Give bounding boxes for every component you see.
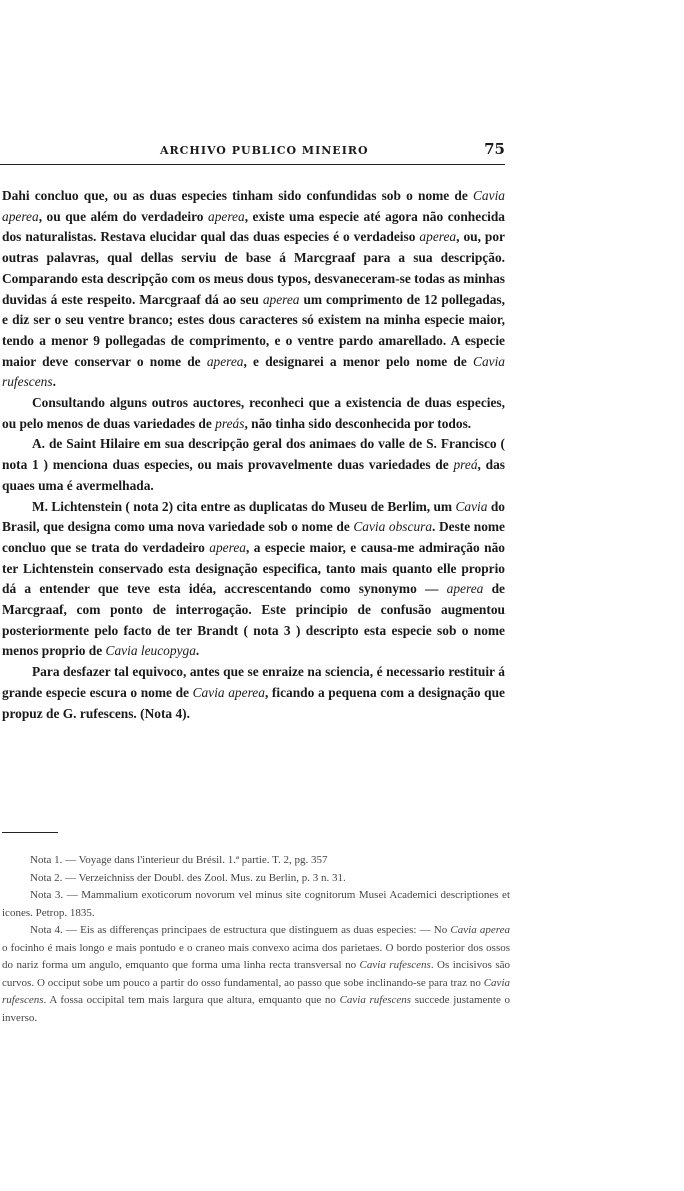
text-run: o focinho é mais longo e mais pontudo e o craneo mais convexo acima dos parietaes. O bordo posterior dos ossos do nariz forma um angulo, emquanto que forma uma linha recta transversal no (2, 941, 510, 971)
italic-term: Cavia (455, 498, 488, 514)
text-run: Para desfazer tal equivoco, antes que se enraize na sciencia, é necessario restituir á grande especie escura o nome de (2, 664, 505, 700)
italic-term: preá (453, 457, 478, 473)
page-number: 75 (484, 140, 505, 158)
running-head (0, 140, 505, 165)
text-run: Dahi concluo que, ou as duas especies tinham sido confundidas sob o nome de (2, 188, 473, 203)
italic-term: aperea (206, 353, 244, 369)
paragraph (2, 393, 505, 434)
text-run: do Brasil, que designa como uma nova variedade sob o nome de (2, 498, 505, 535)
text-run: Nota 4. — Eis as differenças principaes de estructura que distinguem as duas especies: — No (30, 924, 451, 936)
body-text (2, 186, 505, 724)
text-run: . (195, 643, 200, 659)
text-run: um comprimento de 12 pollegadas, e diz ser o seu ventre branco; estes dous caracteres só existem na minha especie maior, tendo a menor 9 pollegadas de comprimento, e o ventre pardo amarellado. A especie maior deve conservar o nome de (2, 291, 505, 369)
text-run: Nota 1. — Voyage dans l'interieur du Brésil. 1.ª partie. T. 2, pg. 357 (30, 854, 328, 866)
text-run: M. Lichtenstein ( nota 2) cita entre as duplicatas do Museu de Berlim, um (32, 498, 456, 514)
italic-term: Cavia aperea (450, 924, 511, 936)
text-run: . Deste nome concluo que se trata do verdadeiro (2, 519, 505, 555)
text-run: , a especie maior, e causa-me admiração não ter Lichtenstein conservado esta designação especifica, tanto mais quanto elle proprio dá a entender que teve esta idéa, accrescentando como synonymo — (2, 539, 505, 597)
text-run: Nota 3. — Mammalium exoticorum novorum vel minus site cognitorum Musei Academici descriptiones et icones. Petrop. 1835. (2, 889, 510, 919)
paragraph (2, 662, 505, 724)
italic-term: aperea (419, 229, 457, 245)
text-run: . A fossa occipital tem mais largura que altura, emquanto que no (43, 994, 340, 1006)
italic-term: Cavia aperea (192, 684, 265, 700)
footnote (2, 922, 510, 1027)
text-run: , e designarei a menor pelo nome de (243, 353, 474, 369)
footnotes (2, 852, 510, 1027)
footnote-separator (2, 832, 58, 833)
text-run: . (52, 374, 56, 390)
text-run: Consultando alguns outros auctores, reconheci que a existencia de duas especies, ou pelo menos de duas variedades de (2, 395, 505, 431)
footnote (2, 870, 510, 888)
text-run: , existe uma especie até agora não conhecida dos naturalistas. Restava elucidar qual das duas especies é o verdadeiso (2, 208, 505, 245)
text-run: . Os incisivos são curvos. O occiput sobe um pouco a partir do osso fundamental, ao passo que sobe inclinando-se para traz no (2, 959, 510, 989)
text-run: , ficando a pequena com a designação que propuz de G. rufescens. (Nota 4). (2, 684, 505, 721)
journal-title: ARCHIVO PUBLICO MINEIRO (160, 144, 369, 157)
italic-term: Cavia rufescens (339, 994, 412, 1006)
text-run: , ou, por outras palavras, qual dellas serviu de base á Marcgraaf para a sua descripção. Comparando esta descripção com os meus dous typos, desvaneceram-se todas as minhas duvidas á este respeito. Marcgraaf dá ao seu (2, 229, 505, 307)
text-run: de Marcgraaf, com ponto de interrogação. Este principio de confusão augmentou posteriormente pelo facto de ter Brandt ( nota 3 ) descripto esta especie sob o nome menos proprio de (2, 581, 505, 659)
paragraph (2, 186, 505, 393)
text-run: Nota 2. — Verzeichniss der Doubl. des Zool. Mus. zu Berlin, p. 3 n. 31. (30, 871, 346, 884)
paragraph (2, 434, 505, 496)
text-run: A. de Saint Hilaire em sua descripção geral dos animaes do valle de S. Francisco ( nota 1 ) menciona duas especies, ou mais provavelmente duas variedades de (2, 436, 505, 473)
footnote (2, 852, 510, 870)
italic-term: aperea (446, 581, 484, 597)
italic-term: Cavia rufescens (2, 353, 506, 390)
italic-term: aperea (208, 208, 245, 224)
italic-term: aperea (262, 291, 300, 307)
italic-term: aperea (209, 539, 246, 555)
text-run: , das quaes uma é avermelhada. (2, 457, 505, 493)
italic-term: preás (215, 415, 245, 431)
italic-term: Cavia aperea (2, 188, 505, 224)
italic-term: Cavia rufescens (2, 976, 510, 1006)
italic-term: Cavia leucopyga (105, 643, 196, 659)
italic-term: Cavia obscura (353, 519, 433, 535)
italic-term: Cavia rufescens (359, 959, 431, 971)
paragraph (2, 497, 505, 663)
text-run: , não tinha sido desconhecida por todos. (244, 415, 472, 431)
text-run: , ou que além do verdadeiro (38, 208, 208, 224)
text-run: succede justamente o inverso. (2, 994, 511, 1024)
footnote (2, 887, 510, 922)
